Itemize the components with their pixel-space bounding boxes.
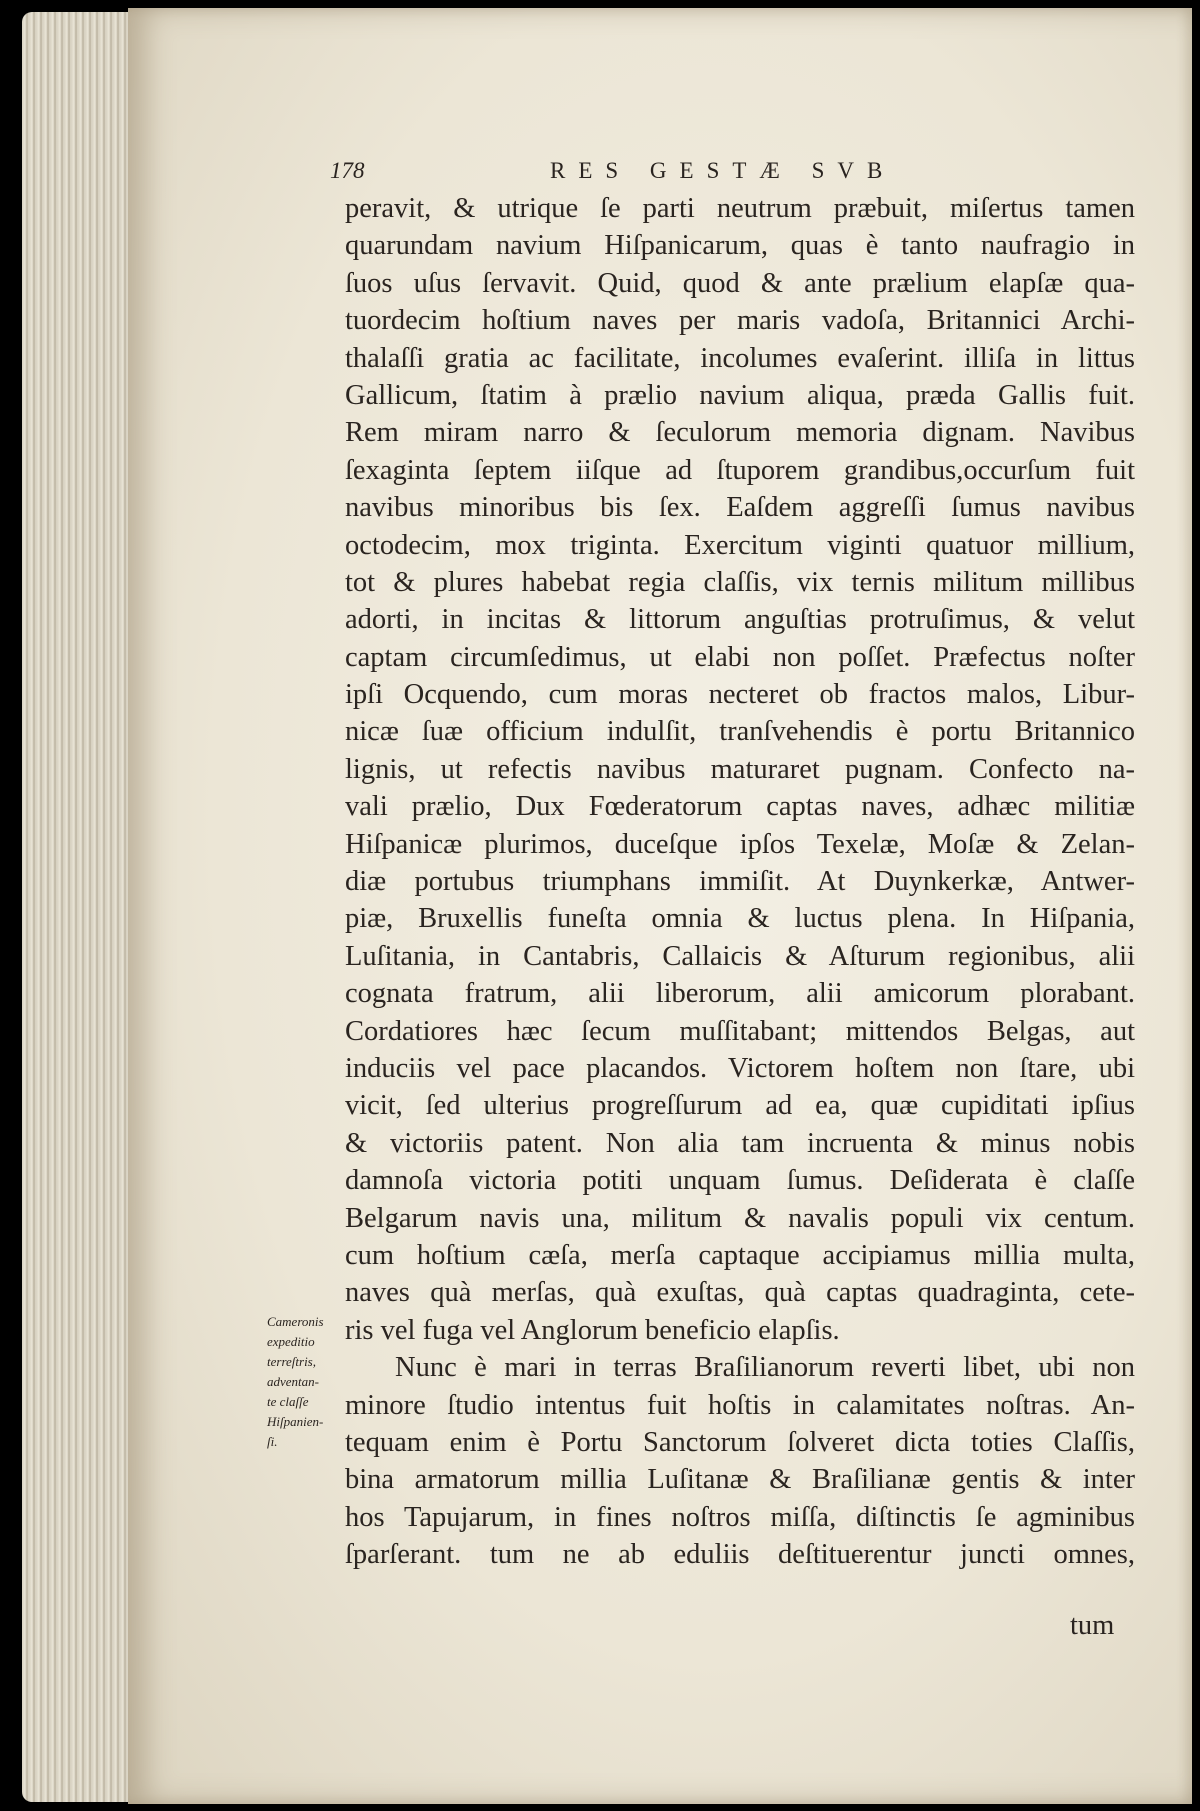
text-line: tot & plures habebat regia claſſis, vix ternis militum millibus	[345, 566, 1135, 598]
text-line: nicæ ſuæ officium indulſit, tranſvehendis è portu Britannico	[345, 716, 1135, 748]
text-line: minore ſtudio intentus fuit hoſtis in calamitates noſtras. An-	[345, 1389, 1135, 1421]
text-line: Belgarum navis una, militum & navalis populi vix centum.	[345, 1202, 1135, 1234]
text-line: Luſitania, in Cantabris, Callaicis & Aſturum regionibus, alii	[345, 940, 1135, 972]
text-line: vali prælio, Dux Fœderatorum captas naves, adhæc militiæ	[345, 791, 1135, 823]
margin-note-line: Cameronis	[267, 1314, 324, 1329]
text-line: Gallicum, ſtatim à prælio navium aliqua, præda Gallis fuit.	[345, 379, 1135, 411]
text-line: adorti, in incitas & littorum anguſtias protruſimus, & velut	[345, 604, 1135, 636]
text-line: cum hoſtium cæſa, merſa captaque accipiamus millia multa,	[345, 1239, 1135, 1271]
body-text	[345, 190, 1135, 1573]
text-line: damnoſa victoria potiti unquam ſumus. Deſiderata è claſſe	[345, 1165, 1135, 1197]
text-line: tuordecim hoſtium naves per maris vadoſa, Britannici Archi-	[345, 305, 1135, 337]
text-line: captam circumſedimus, ut elabi non poſſet. Præfectus noſter	[345, 641, 1135, 673]
margin-note-line: Hiſpanien-	[267, 1414, 324, 1429]
text-line: piæ, Bruxellis funeſta omnia & luctus plena. In Hiſpania,	[345, 903, 1135, 935]
text-line: tequam enim è Portu Sanctorum ſolveret dicta toties Claſſis,	[345, 1426, 1135, 1458]
text-line: Cordatiores hæc ſecum muſſitabant; mittendos Belgas, aut	[345, 1015, 1135, 1047]
running-head-title: RES GESTÆ SVB	[550, 158, 896, 183]
margin-note-line: te claſſe	[267, 1394, 309, 1409]
text-line: thalaſſi gratia ac facilitate, incolumes evaſerint. illiſa in littus	[345, 342, 1135, 374]
text-line: octodecim, mox triginta. Exercitum viginti quatuor millium,	[345, 529, 1135, 561]
text-line: & victoriis patent. Non alia tam incruenta & minus nobis	[345, 1127, 1135, 1159]
page-number: 178	[330, 158, 365, 183]
catchword: tum	[1070, 1610, 1115, 1641]
text-line: navibus minoribus bis ſex. Eaſdem aggreſſi ſumus navibus	[345, 492, 1135, 524]
running-head	[330, 158, 1130, 188]
margin-note	[267, 1312, 347, 1452]
text-line: Rem miram narro & ſeculorum memoria dignam. Navibus	[345, 417, 1135, 449]
text-line: diæ portubus triumphans immiſit. At Duynkerkæ, Antwer-	[345, 866, 1135, 898]
text-line: vicit, ſed ulterius progreſſurum ad ea, quæ cupiditati ipſius	[345, 1090, 1135, 1122]
margin-note-line: adventan-	[267, 1374, 319, 1389]
margin-note-line: expeditio	[267, 1334, 315, 1349]
text-line: ris vel fuga vel Anglorum beneficio elapſis.	[345, 1314, 840, 1346]
text-line: Hiſpanicæ plurimos, duceſque ipſos Texelæ, Moſæ & Zelan-	[345, 828, 1135, 860]
text-line: ſparſerant. tum ne ab eduliis deſtituerentur juncti omnes,	[345, 1539, 1135, 1571]
text-line: Nunc è mari in terras Braſilianorum reverti libet, ubi non	[395, 1352, 1135, 1384]
margin-note-line: terreſtris,	[267, 1354, 316, 1369]
text-line: naves quà merſas, quà exuſtas, quà captas quadraginta, cete-	[345, 1277, 1135, 1309]
text-line: hos Tapujarum, in fines noſtros miſſa, diſtinctis ſe agminibus	[345, 1501, 1135, 1533]
text-line: lignis, ut refectis navibus maturaret pugnam. Confecto na-	[345, 753, 1135, 785]
text-line: bina armatorum millia Luſitanæ & Braſilianæ gentis & inter	[345, 1464, 1135, 1496]
text-line: cognata fratrum, alii liberorum, alii amicorum plorabant.	[345, 978, 1135, 1010]
text-line: induciis vel pace placandos. Victorem hoſtem non ſtare, ubi	[345, 1052, 1135, 1084]
text-line: ſuos uſus ſervavit. Quid, quod & ante prælium elapſæ qua-	[345, 267, 1135, 299]
text-line: quarundam navium Hiſpanicarum, quas è tanto naufragio in	[345, 230, 1135, 262]
text-line: peravit, & utrique ſe parti neutrum præbuit, miſertus tamen	[345, 193, 1135, 224]
margin-note-line: ſi.	[267, 1434, 278, 1449]
text-line: ipſi Ocquendo, cum moras necteret ob fractos malos, Libur-	[345, 679, 1135, 711]
text-line: ſexaginta ſeptem iiſque ad ſtuporem grandibus,occurſum fuit	[345, 454, 1135, 486]
